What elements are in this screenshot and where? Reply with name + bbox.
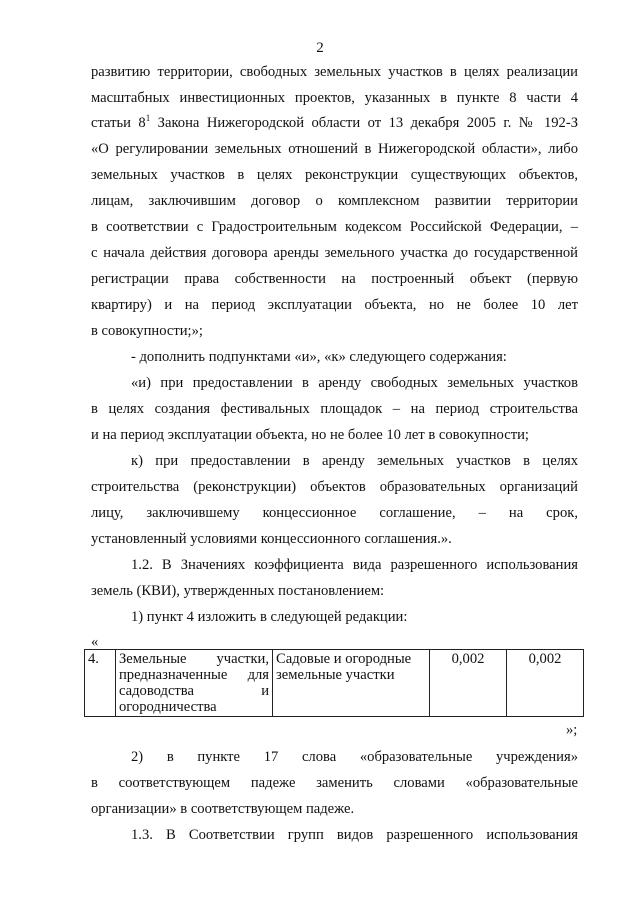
text-line: установленный условиями концессионного соглашения.». bbox=[91, 531, 452, 547]
text-line-article bbox=[91, 114, 578, 132]
text-line: 1) пункт 4 изложить в следующей редакции: bbox=[131, 609, 408, 625]
article-superscript: 1 bbox=[145, 113, 151, 124]
table-cell-type bbox=[273, 650, 430, 717]
text-line: к) при предоставлении в аренду земельных участков в целях bbox=[131, 453, 578, 469]
text-line: 2) в пункте 17 слова «образовательные учреждения» bbox=[131, 749, 578, 765]
article-ref: статьи 8 bbox=[91, 115, 146, 131]
text-line: лицу, заключившему концессионное соглашение, – на срок, bbox=[91, 505, 578, 521]
text-line: 1.2. В Значениях коэффициента вида разрешенного использования bbox=[131, 557, 578, 573]
text-line: строительства (реконструкции) объектов образовательных организаций bbox=[91, 479, 578, 495]
text-line: в соответствии с Градостроительным кодексом Российской Федерации, – bbox=[91, 219, 578, 235]
text-line: и на период эксплуатации объекта, но не более 10 лет в совокупности; bbox=[91, 427, 529, 443]
cell-line: земельные участки bbox=[276, 667, 395, 683]
text-line: с начала действия договора аренды земельного участка до государственной bbox=[91, 245, 578, 261]
text-line: в совокупности;»; bbox=[91, 323, 203, 339]
text-line: регистрации права собственности на построенный объект (первую bbox=[91, 271, 578, 287]
kvi-table bbox=[84, 649, 584, 717]
text-line: организации» в соответствующем падеже. bbox=[91, 801, 355, 817]
cell-line: предназначенные для bbox=[119, 667, 269, 683]
cell-line: огородничества bbox=[119, 699, 217, 715]
text-line: в соответствующем падеже заменить словами «образовательные bbox=[91, 775, 578, 791]
text-line: земельных участков в целях реконструкции существующих объектов, bbox=[91, 167, 578, 183]
text-line: «О регулировании земельных отношений в Нижегородской области», либо bbox=[91, 141, 578, 157]
table-row bbox=[85, 650, 584, 717]
text-line: «и) при предоставлении в аренду свободных земельных участков bbox=[131, 375, 578, 391]
table-cell-name bbox=[116, 650, 273, 717]
cell-line: садоводства и bbox=[119, 683, 269, 699]
text-line: квартиру) и на период эксплуатации объекта, но не более 10 лет bbox=[91, 297, 578, 313]
table-cell-value2: 0,002 bbox=[507, 650, 584, 717]
table-cell-value1: 0,002 bbox=[430, 650, 507, 717]
text-fragment: Закона Нижегородской области от 13 декабря 2005 г. № 192-З bbox=[157, 115, 579, 131]
text-line: развитию территории, свободных земельных участков в целях реализации bbox=[91, 64, 578, 80]
text-line: 1.3. В Соответствии групп видов разрешенного использования bbox=[131, 827, 578, 843]
cell-line: Земельные участки, bbox=[119, 651, 269, 667]
text-line: в целях создания фестивальных площадок – на период строительства bbox=[91, 401, 578, 417]
cell-line: Садовые и огородные bbox=[276, 651, 412, 667]
text-line: земель (КВИ), утвержденных постановлением: bbox=[91, 583, 385, 599]
page-number: 2 bbox=[316, 40, 324, 56]
text-line: лицам, заключившим договор о комплексном развитии территории bbox=[91, 193, 578, 209]
quote-open: « bbox=[91, 634, 99, 650]
text-line: - дополнить подпунктами «и», «к» следующего содержания: bbox=[131, 349, 507, 365]
quote-close: »; bbox=[566, 722, 578, 738]
text-line: масштабных инвестиционных проектов, указанных в пункте 8 части 4 bbox=[91, 90, 578, 106]
table-cell-num: 4. bbox=[85, 650, 116, 717]
